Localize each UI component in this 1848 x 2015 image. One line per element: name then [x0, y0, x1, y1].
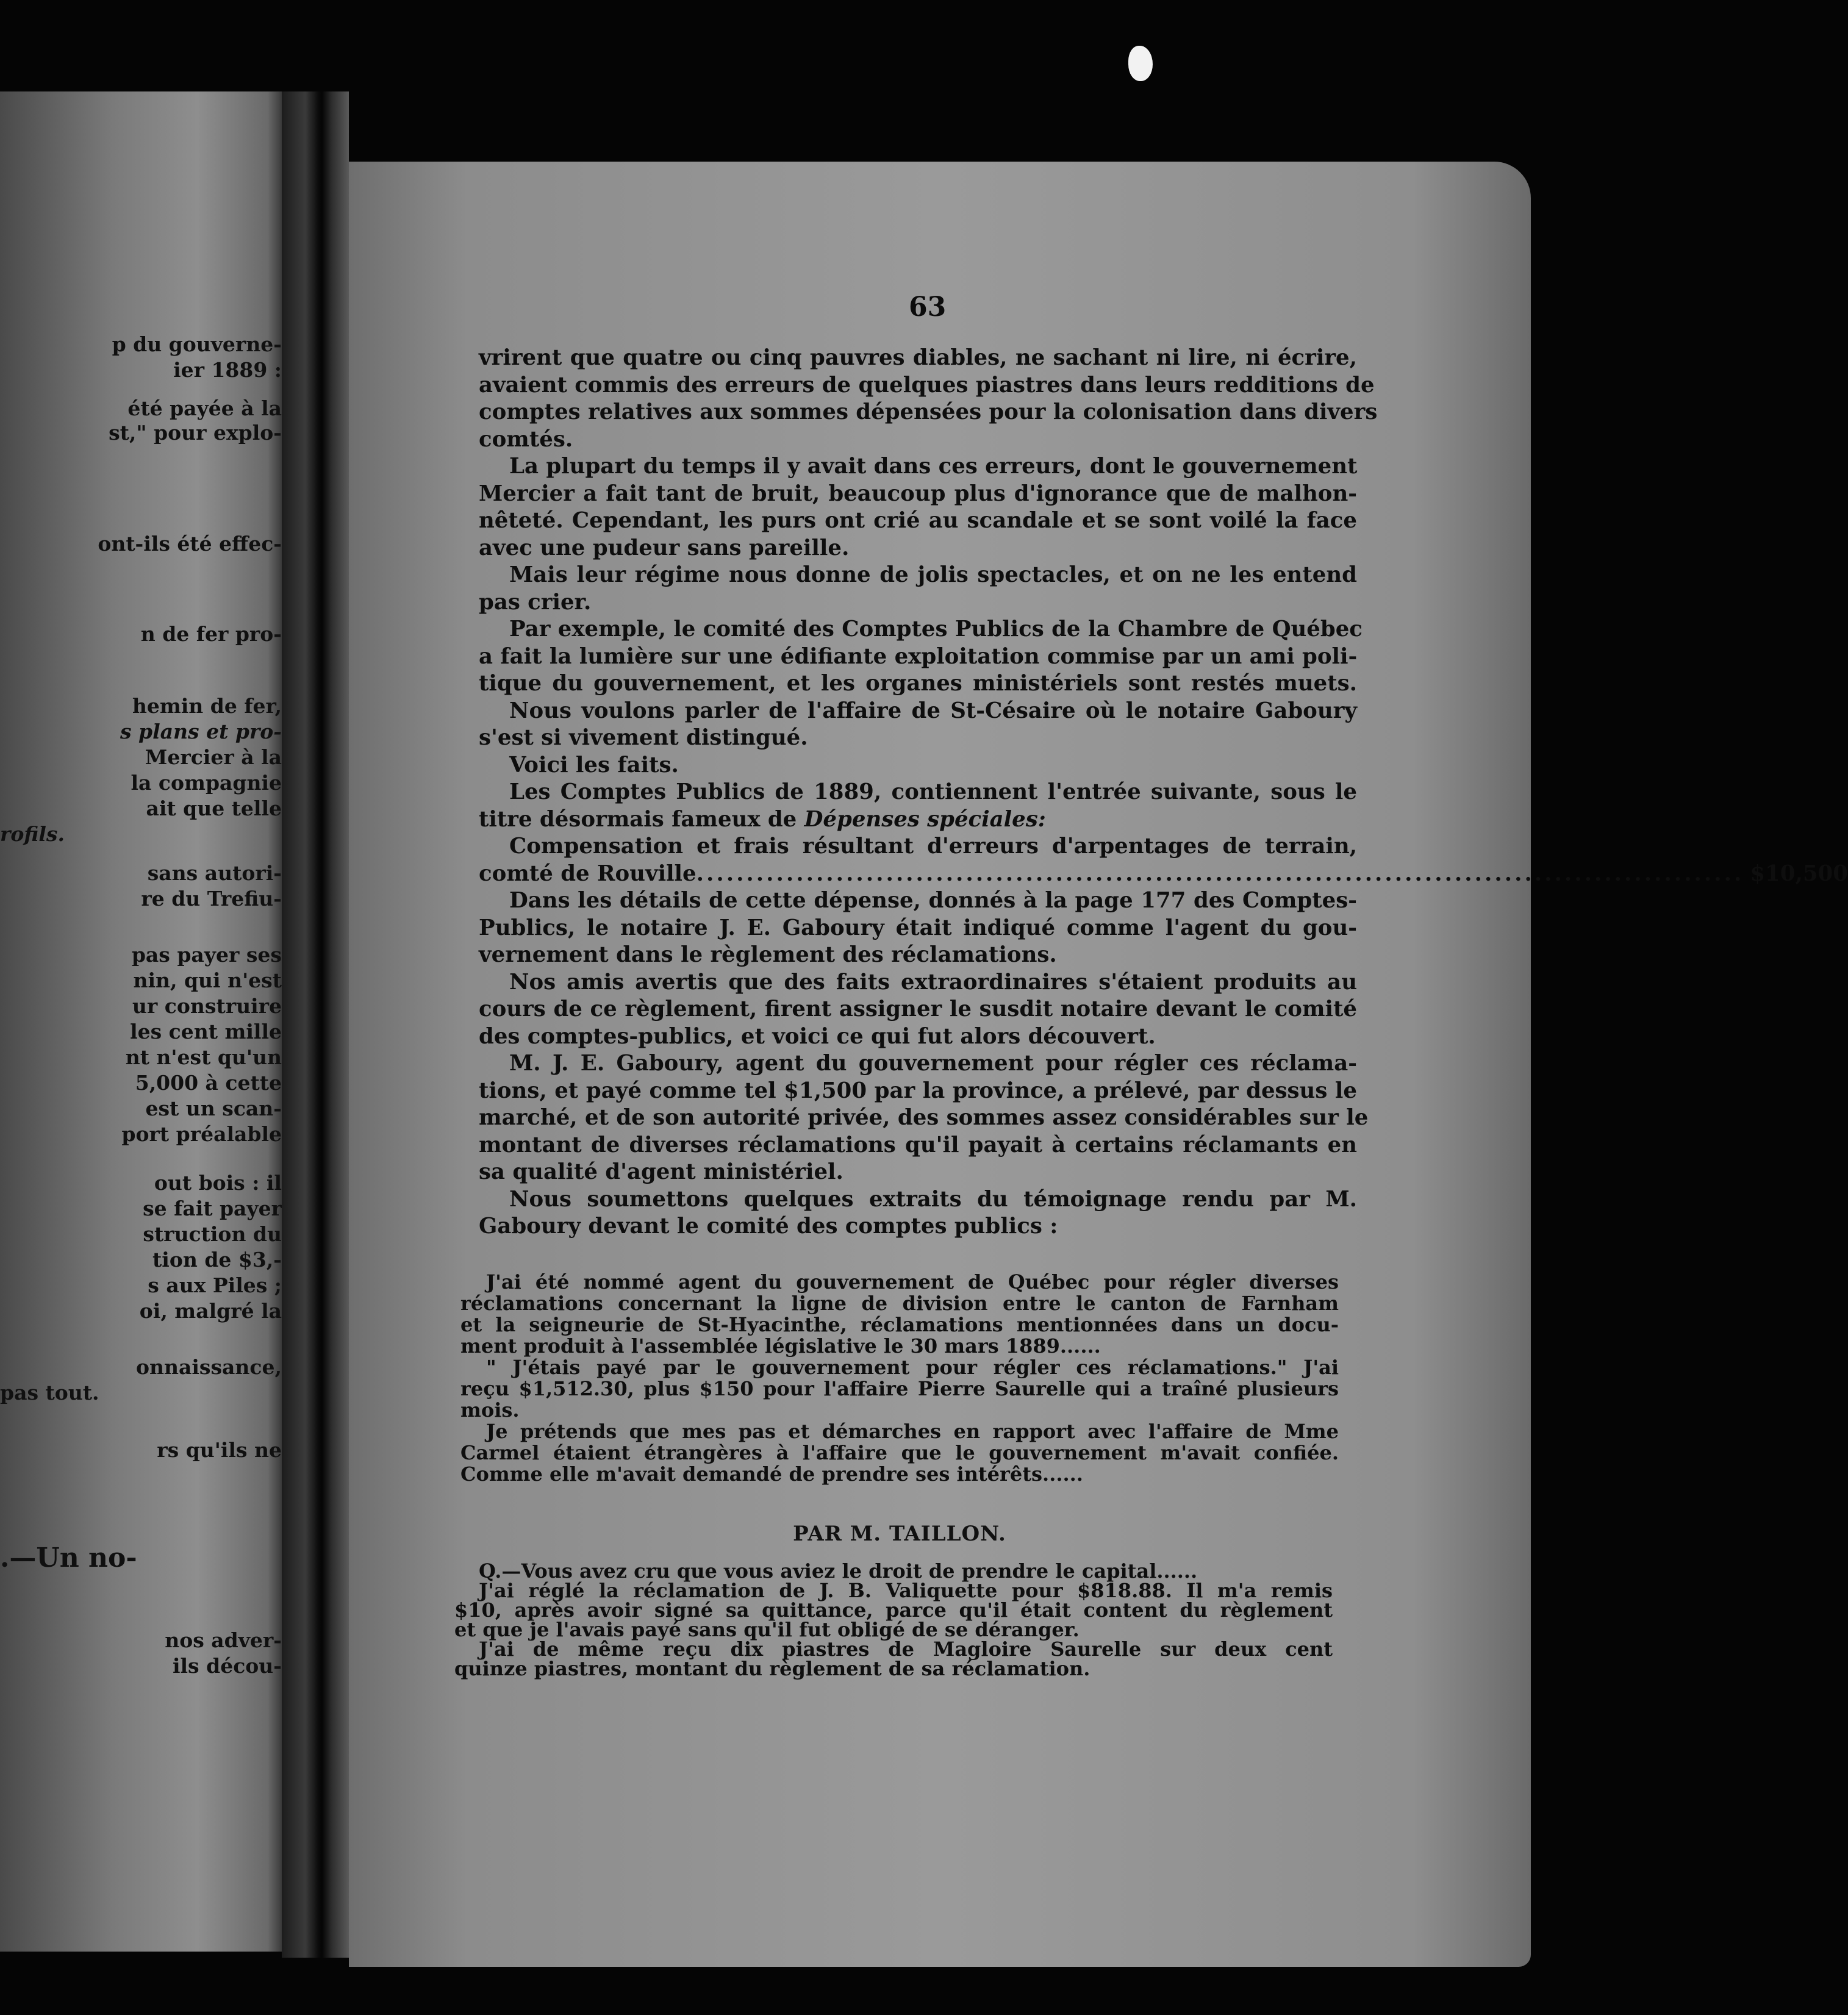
left-page-fragment [0, 91, 282, 1952]
left-line: n de fer pro- [140, 622, 282, 646]
left-line: 5,000 à cette [135, 1071, 282, 1095]
book-gutter [282, 91, 349, 1958]
text-line: Compensation et frais résultant d'erreurs d'arpentages de terrain, [509, 834, 1357, 859]
text-line: montant de diverses réclamations qu'il payait à certains réclamants en [479, 1132, 1357, 1158]
leader-line [479, 861, 1848, 888]
amount: $10,500 [1750, 861, 1848, 886]
text-line: des comptes-publics, et voici ce qui fut alors découvert. [479, 1023, 1156, 1049]
left-line: rs qu'ils ne [157, 1438, 282, 1462]
quote-line: " J'étais payé par le gouvernement pour régler ces réclamations." J'ai [486, 1356, 1339, 1379]
left-line: ur construire [132, 994, 282, 1018]
question-answer [454, 1561, 1333, 1678]
quote-line: ment produit à l'assemblée législative le 30 mars 1889...... [460, 1334, 1101, 1358]
left-line: nt n'est qu'un [125, 1045, 282, 1069]
left-line: pas tout. [0, 1381, 99, 1405]
section-heading: PAR M. TAILLON. [793, 1522, 1006, 1546]
text-line: Voici les faits. [509, 752, 679, 778]
left-line: p du gouverne- [112, 332, 282, 356]
left-line: ils décou- [172, 1654, 282, 1678]
text-line: Dans les détails de cette dépense, donnés à la page 177 des Comptes- [509, 888, 1357, 913]
quote-line: reçu $1,512.30, plus $150 pour l'affaire Pierre Saurelle qui a traîné plusieurs [460, 1377, 1339, 1400]
left-line: s aux Piles ; [148, 1273, 282, 1297]
quote-line: J'ai été nommé agent du gouvernement de Québec pour régler diverses [486, 1270, 1339, 1294]
leader-label: comté de Rouville [479, 861, 697, 886]
text-line: a fait la lumière sur une édifiante exploitation commise par un ami poli- [479, 643, 1358, 669]
left-line: Mercier à la [145, 745, 282, 769]
text-line: vrirent que quatre ou cinq pauvres diables, ne sachant ni lire, ni écrire, [479, 345, 1357, 370]
text-run: titre désormais fameux de [479, 806, 797, 832]
text-line: marché, et de son autorité privée, des sommes assez considérables sur le [479, 1105, 1369, 1130]
left-section-heading: .—Un no- [0, 1542, 137, 1573]
text-line: tions, et payé comme tel $1,500 par la province, a prélevé, par dessus le [479, 1078, 1357, 1103]
italic-title: Dépenses spéciales: [804, 806, 1046, 832]
left-line: struction du [143, 1222, 282, 1246]
text-line: Mais leur régime nous donne de jolis spectacles, et on ne les entend [509, 562, 1357, 587]
page-number: 63 [909, 292, 947, 323]
qa-line: J'ai réglé la réclamation de J. B. Valiquette pour $818.88. Il m'a remis [479, 1579, 1333, 1602]
qa-line: Q.—Vous avez cru que vous aviez le droit de prendre le capital...... [479, 1559, 1198, 1583]
left-line: ont-ils été effec- [98, 532, 282, 556]
text-line: Nous voulons parler de l'affaire de St-Césaire où le notaire Gaboury [509, 698, 1357, 723]
left-line: est un scan- [145, 1097, 282, 1120]
text-line: pas crier. [479, 589, 592, 615]
testimony-quote [460, 1272, 1339, 1485]
text-line: s'est si vivement distingué. [479, 725, 808, 750]
left-line: nos adver- [165, 1628, 282, 1652]
text-line: sa qualité d'agent ministériel. [479, 1159, 843, 1184]
left-line: port préalable [121, 1122, 282, 1146]
text-line: tique du gouvernement, et les organes ministériels sont restés muets. [479, 671, 1357, 696]
left-line: les cent mille [130, 1020, 282, 1043]
left-line: re du Trefiu- [141, 887, 282, 911]
qa-line: J'ai de même reçu dix piastres de Magloire Saurelle sur deux cent [479, 1637, 1333, 1661]
text-line: cours de ce règlement, firent assigner le susdit notaire devant le comité [479, 997, 1357, 1022]
text-line: avaient commis des erreurs de quelques piastres dans leurs redditions de [479, 372, 1375, 398]
text-line: Par exemple, le comité des Comptes Publics de la Chambre de Québec [509, 617, 1363, 642]
left-line: nin, qui n'est [133, 968, 282, 992]
text-line: comptes relatives aux sommes dépensées pour la colonisation dans divers [479, 399, 1378, 424]
qa-line: et que je l'avais payé sans qu'il fut obligé de se déranger. [454, 1618, 1080, 1641]
text-line [479, 806, 1357, 834]
left-line: tion de $3,- [152, 1248, 282, 1272]
left-line: ait que telle [146, 796, 282, 820]
left-line: rofils. [0, 822, 65, 846]
left-line: la compagnie [131, 771, 282, 795]
left-line: ier 1889 : [173, 358, 282, 382]
dot-leader: ......................................................................................................... [696, 861, 1744, 886]
text-line: Publics, le notaire J. E. Gaboury était indiqué comme l'agent du gou- [479, 915, 1357, 940]
quote-line: Je prétends que mes pas et démarches en rapport avec l'affaire de Mme [486, 1420, 1339, 1443]
text-line: avec une pudeur sans pareille. [479, 535, 850, 560]
text-line: Nous soumettons quelques extraits du témoignage rendu par M. [509, 1186, 1357, 1212]
left-line: onnaissance, [135, 1355, 282, 1379]
text-line: comtés. [479, 426, 573, 452]
quote-line: mois. [460, 1398, 520, 1422]
text-line: vernement dans le règlement des réclamations. [479, 942, 1057, 967]
text-line: Gaboury devant le comité des comptes publics : [479, 1214, 1058, 1239]
qa-line: $10, après avoir signé sa quittance, parce qu'il était content du règlement [454, 1598, 1333, 1622]
left-line: hemin de fer, [132, 694, 282, 718]
qa-line: quinze piastres, montant du règlement de sa réclamation. [454, 1657, 1091, 1680]
text-line: Mercier a fait tant de bruit, beaucoup plus d'ignorance que de malhon- [479, 481, 1357, 506]
text-line: Nos amis avertis que des faits extraordinaires s'étaient produits au [509, 969, 1357, 995]
left-line: été payée à la [127, 396, 282, 420]
left-line: se fait payer [143, 1197, 282, 1220]
text-line: nêteté. Cependant, les purs ont crié au scandale et se sont voilé la face [479, 508, 1357, 533]
text-line: Les Comptes Publics de 1889, contiennent l'entrée suivante, sous le [509, 779, 1357, 804]
text-line: M. J. E. Gaboury, agent du gouvernement pour régler ces réclama- [509, 1051, 1357, 1076]
left-line: out bois : il [154, 1171, 282, 1195]
quote-line: et la seigneurie de St-Hyacinthe, réclamations mentionnées dans un docu- [460, 1313, 1339, 1336]
quote-line: Comme elle m'avait demandé de prendre ses intérêts...... [460, 1462, 1083, 1486]
main-text [479, 345, 1848, 1240]
text-line: La plupart du temps il y avait dans ces erreurs, dont le gouvernement [509, 454, 1358, 479]
left-line: pas payer ses [131, 943, 282, 967]
left-line: oi, malgré la [139, 1299, 282, 1323]
left-line: sans autori- [147, 861, 282, 885]
quote-line: réclamations concernant la ligne de division entre le canton de Farnham [460, 1292, 1339, 1315]
scan-artifact-spot [1128, 46, 1153, 81]
left-line: st," pour explo- [109, 421, 282, 445]
left-line: s plans et pro- [120, 720, 282, 743]
quote-line: Carmel étaient étrangères à l'affaire que le gouvernement m'avait confiée. [460, 1441, 1339, 1464]
